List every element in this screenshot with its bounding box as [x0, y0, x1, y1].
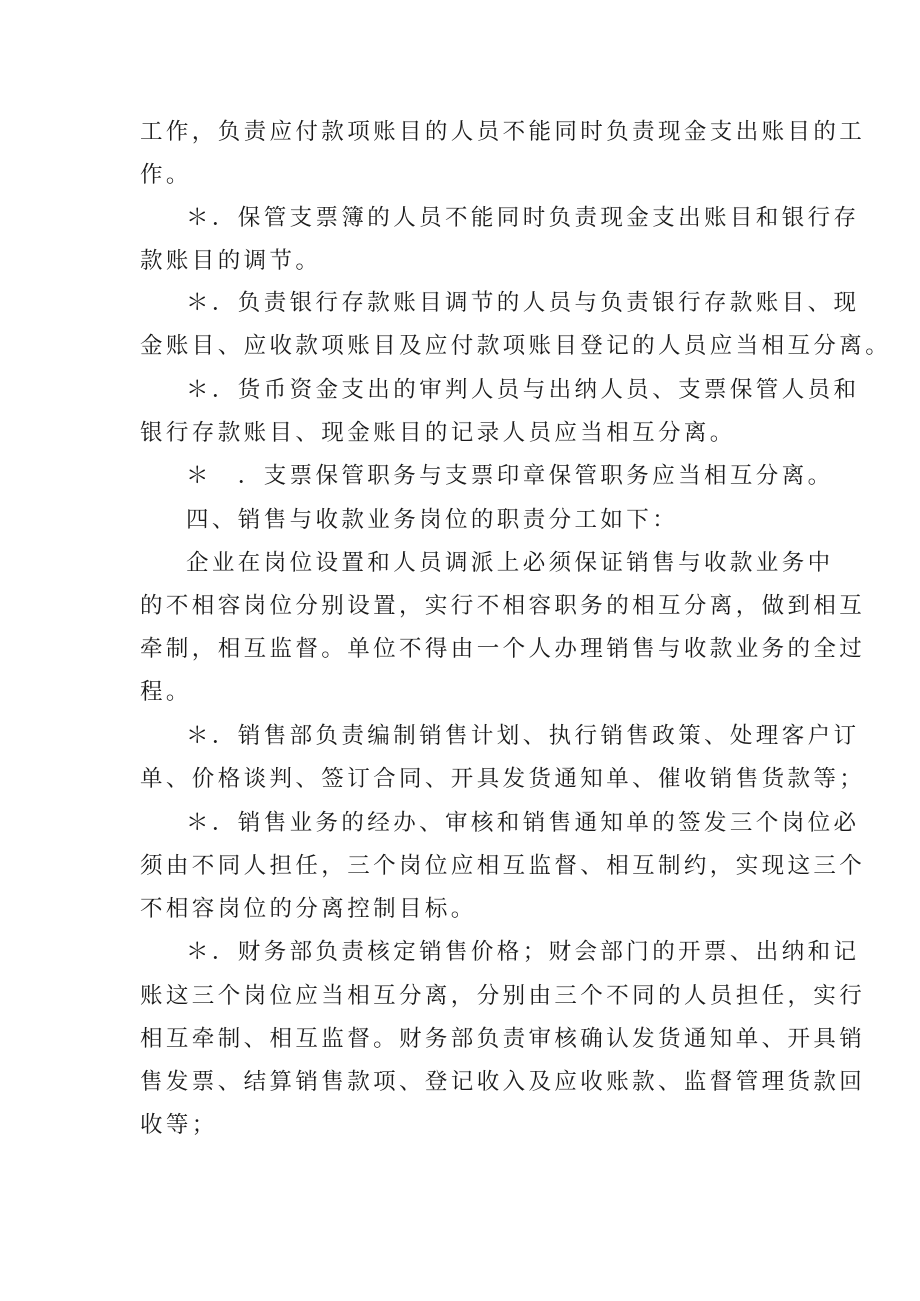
text-line: 相互牵制、相互监督。财务部负责审核确认发货通知单、开具销 — [140, 1026, 866, 1052]
text-line: ＊．保管支票簿的人员不能同时负责现金支出账目和银行存 — [186, 205, 860, 231]
text-line: ＊．财务部负责核定销售价格；财会部门的开票、出纳和记 — [186, 939, 860, 965]
text-line: 作。 — [140, 162, 192, 188]
text-line: 售发票、结算销售款项、登记收入及应收账款、监督管理货款回 — [140, 1069, 866, 1095]
text-line: 银行存款账目、现金账目的记录人员应当相互分离。 — [140, 420, 736, 446]
text-line: 账这三个岗位应当相互分离，分别由三个不同的人员担任，实行 — [140, 983, 866, 1009]
text-line: 须由不同人担任，三个岗位应相互监督、相互制约，实现这三个 — [140, 853, 866, 879]
text-line: 程。 — [140, 679, 192, 705]
text-line: ＊．负责银行存款账目调节的人员与负责银行存款账目、现 — [186, 290, 860, 316]
text-line: 收等； — [140, 1112, 218, 1138]
text-line: 的不相容岗位分别设置，实行不相容职务的相互分离，做到相互 — [140, 593, 866, 619]
section-heading: 四、销售与收款业务岗位的职责分工如下： — [186, 507, 679, 533]
text-line: 不相容岗位的分离控制目标。 — [140, 896, 477, 922]
text-line: ＊．销售业务的经办、审核和销售通知单的签发三个岗位必 — [186, 810, 860, 836]
text-line: ＊．货币资金支出的审判人员与出纳人员、支票保管人员和 — [186, 377, 860, 403]
text-line: 工作，负责应付款项账目的人员不能同时负责现金支出账目的工 — [140, 119, 866, 145]
text-line: ＊ ．支票保管职务与支票印章保管职务应当相互分离。 — [186, 463, 834, 489]
text-line: 牵制，相互监督。单位不得由一个人办理销售与收款业务的全过 — [140, 636, 866, 662]
text-line: 企业在岗位设置和人员调派上必须保证销售与收款业务中 — [186, 550, 834, 576]
text-line: 金账目、应收款项账目及应付款项账目登记的人员应当相互分离。 — [140, 333, 892, 359]
text-line: 单、价格谈判、签订合同、开具发货通知单、催收销售货款等； — [140, 766, 866, 792]
text-line: ＊．销售部负责编制销售计划、执行销售政策、处理客户订 — [186, 723, 860, 749]
text-line: 款账目的调节。 — [140, 248, 322, 274]
